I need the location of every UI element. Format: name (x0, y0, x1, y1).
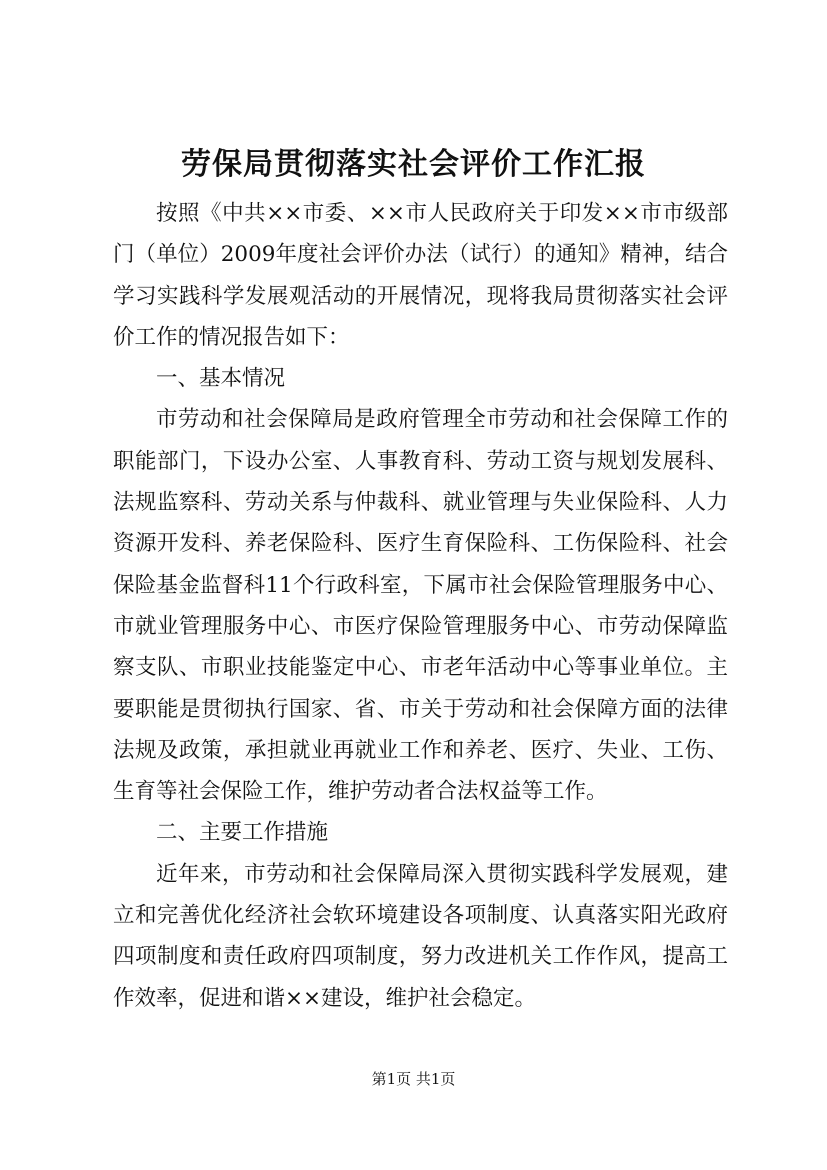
paragraph-basic-situation: 市劳动和社会保障局是政府管理全市劳动和社会保障工作的职能部门，下设办公室、人事教育科、劳动工资与规划发展科、法规监察科、劳动关系与仲裁科、就业管理与失业保险科、人力资源开发科、养老保险科、医疗生育保险科、工伤保险科、社会保险基金监督科11个行政科室，下属市社会保险管理服务中心、市就业管理服务中心、市医疗保险管理服务中心、市劳动保障监察支队、市职业技能鉴定中心、市老年活动中心等事业单位。主要职能是贯彻执行国家、省、市关于劳动和社会保障方面的法律法规及政策，承担就业再就业工作和养老、医疗、失业、工伤、生育等社会保险工作，维护劳动者合法权益等工作。 (113, 407, 728, 805)
document-title: 劳保局贯彻落实社会评价工作汇报 (181, 147, 646, 182)
page-number-footer: 第1页 共1页 (371, 1070, 456, 1088)
paragraph-intro: 按照《中共××市委、××市人民政府关于印发××市市级部门（单位）2009年度社会评价办法（试行）的通知》精神，结合学习实践科学发展观活动的开展情况，现将我局贯彻落实社会评价工作的情况报告如下： (113, 201, 728, 350)
document-body (113, 193, 728, 1019)
section-heading-basic-situation: 一、基本情况 (156, 366, 286, 392)
section-heading-main-measures: 二、主要工作措施 (156, 820, 329, 846)
paragraph-main-measures: 近年来，市劳动和社会保障局深入贯彻实践科学发展观，建立和完善优化经济社会软环境建设各项制度、认真落实阳光政府四项制度和责任政府四项制度，努力改进机关工作作风，提高工作效率，促进和谐××建设，维护社会稳定。 (113, 861, 728, 1011)
